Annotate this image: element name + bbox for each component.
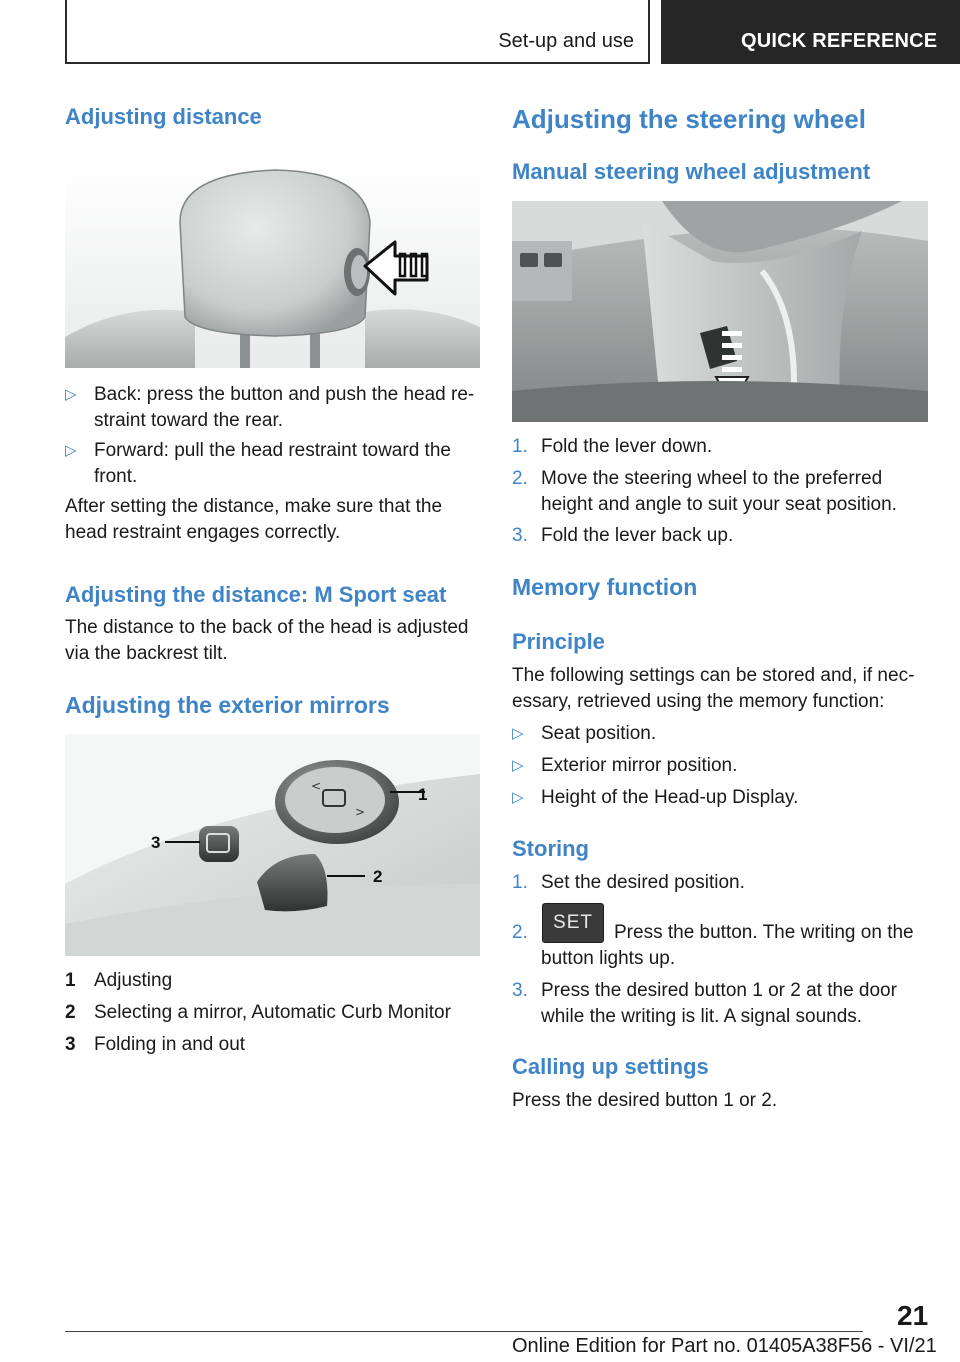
steering-step-1: 1. Fold the lever down.: [512, 436, 713, 457]
legend-item-3: 3 Folding in and out: [65, 1034, 246, 1055]
section-title: Set-up and use: [498, 30, 634, 52]
triangle-bullet-icon: ▷: [65, 442, 77, 459]
bullet-back: ▷ Back: press the button and push the head re‐ straint toward the rear.: [65, 384, 475, 431]
memory-bullet-hud: ▷ Height of the Head-up Display.: [512, 785, 928, 811]
triangle-bullet-icon: ▷: [512, 725, 524, 742]
storing-step-1: 1. Set the desired position.: [512, 872, 745, 893]
callout-1: 1: [418, 785, 428, 804]
quick-reference-label: QUICK REFERENCE: [741, 30, 938, 52]
heading-exterior-mirrors: Adjusting the exterior mirrors: [65, 692, 390, 718]
triangle-bullet-icon: ▷: [512, 757, 524, 774]
headrest-illustration: [65, 162, 480, 368]
triangle-bullet-icon: ▷: [65, 386, 77, 403]
quick-reference-tab[interactable]: [661, 0, 960, 64]
footer-edition: Online Edition for Part no. 01405A38F56 - VI/21: [512, 1335, 937, 1357]
storing-step-3: 3. Press the desired button 1 or 2 at the door while the writing is lit. A signal sounds.: [512, 980, 897, 1027]
mirror-controls-illustration: [65, 734, 480, 956]
heading-steering-wheel: Adjusting the steering wheel: [512, 104, 866, 134]
callout-2: 2: [373, 867, 383, 886]
legend-item-1: 1 Adjusting: [65, 970, 173, 991]
triangle-bullet-icon: ▷: [512, 789, 524, 806]
set-button-label: SET: [553, 912, 593, 933]
heading-m-sport-seat: Adjusting the distance: M Sport seat: [65, 582, 447, 607]
svg-text:<: <: [311, 779, 322, 793]
heading-calling-up-settings: Calling up settings: [512, 1054, 709, 1079]
header-section-box: [65, 0, 650, 64]
steering-column-illustration: [512, 201, 928, 422]
svg-text:>: >: [355, 805, 366, 819]
memory-bullet-mirror: ▷ Exterior mirror position.: [512, 753, 928, 779]
storing-step-2: 2. Press the button. The writing on the button lights up.: [512, 922, 914, 969]
distance-note: After setting the distance, make sure that the head restraint engages correctly.: [65, 496, 443, 543]
footer-divider: [65, 1331, 863, 1332]
heading-principle: Principle: [512, 629, 605, 654]
calling-text: Press the desired button 1 or 2.: [512, 1090, 778, 1111]
steering-step-3: 3. Fold the lever back up.: [512, 525, 734, 546]
bullet-forward: ▷ Forward: pull the head restraint toward the front.: [65, 440, 451, 487]
heading-adjusting-distance: Adjusting distance: [65, 104, 262, 129]
callout-3: 3: [151, 833, 161, 852]
page-number: 21: [897, 1300, 929, 1331]
memory-bullet-seat: ▷ Seat position.: [512, 721, 928, 747]
m-sport-text: The distance to the back of the head is adjusted via the backrest tilt.: [65, 617, 469, 664]
heading-storing: Storing: [512, 836, 589, 861]
heading-memory-function: Memory function: [512, 574, 698, 600]
steering-step-2: 2. Move the steering wheel to the preferred height and angle to suit your seat position.: [512, 468, 897, 515]
heading-manual-steering: Manual steering wheel adjustment: [512, 159, 871, 184]
legend-item-2: 2 Selecting a mirror, Automatic Curb Monitor: [65, 1002, 451, 1023]
set-button[interactable]: [542, 903, 604, 943]
principle-text: The following settings can be stored and, if nec‐ essary, retrieved using the memory function:: [512, 665, 915, 712]
